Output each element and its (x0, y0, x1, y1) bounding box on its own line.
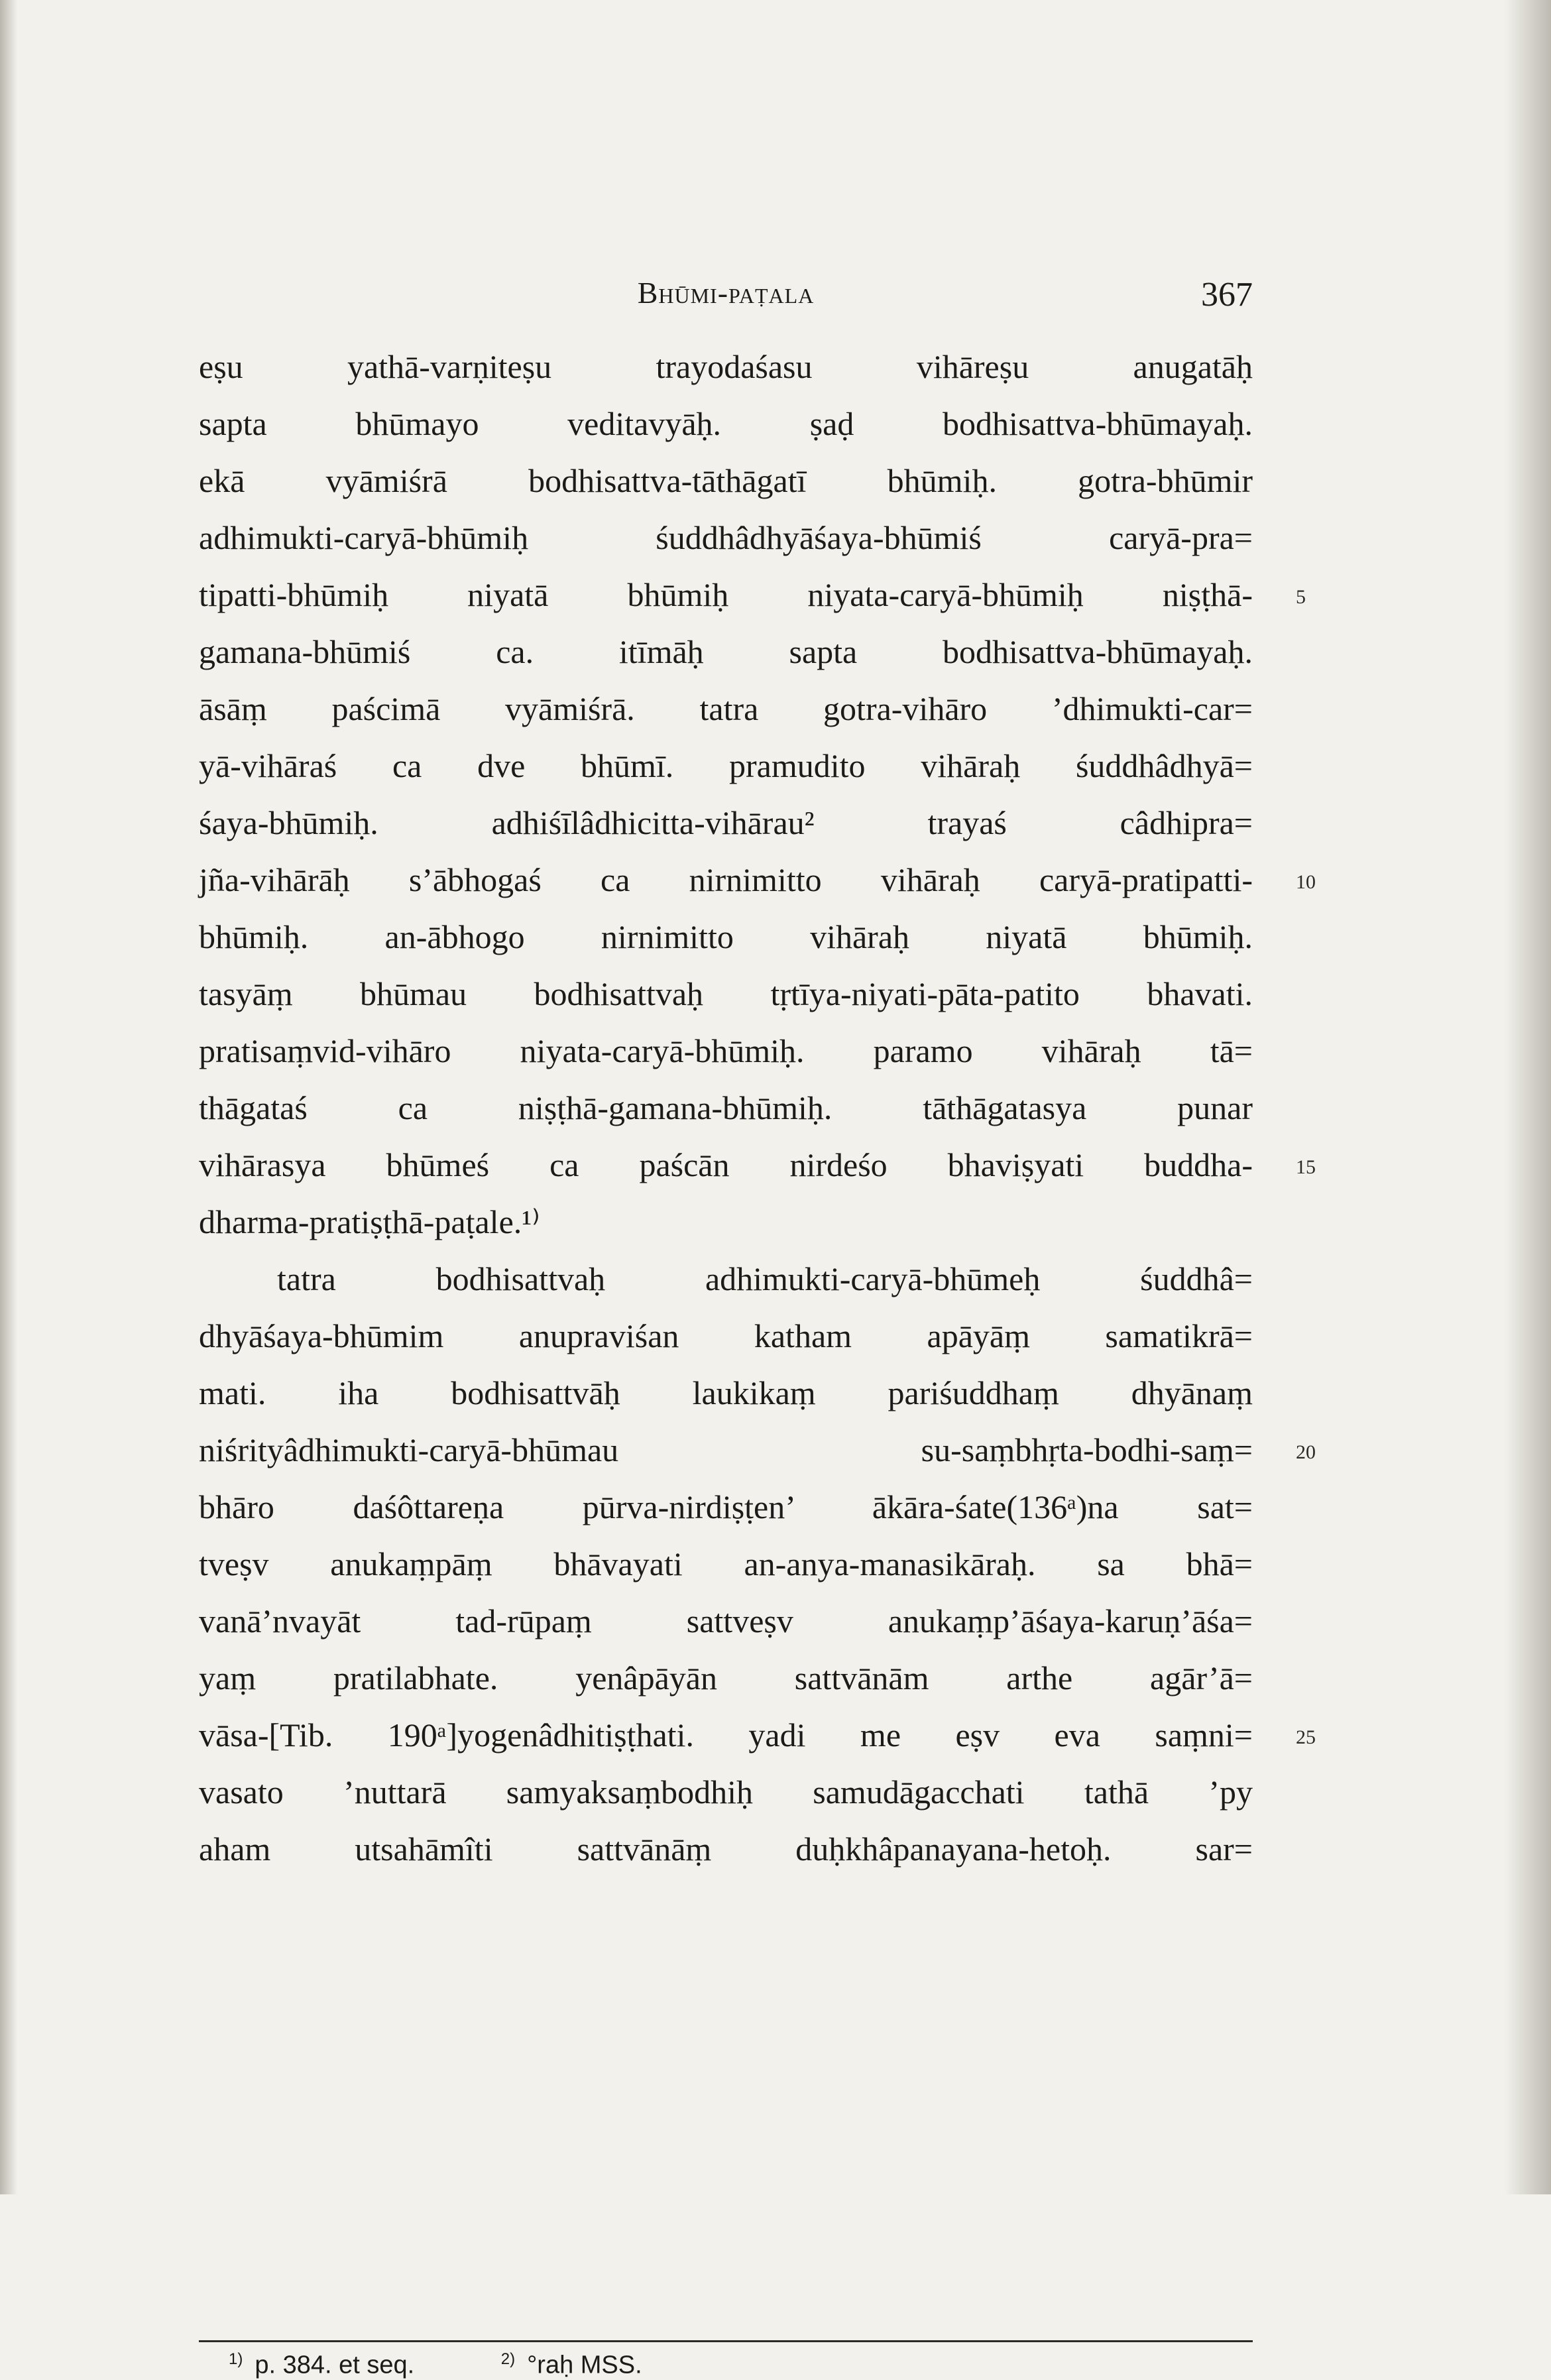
text-line: sapta bhūmayo veditavyāḥ. ṣaḍ bodhisattva-bhūmayaḥ. (199, 405, 1253, 442)
footnotes (229, 2350, 1223, 2380)
body-text (199, 338, 1316, 1877)
text-line: thāgataś ca niṣṭhā-gamana-bhūmiḥ. tāthāgatasya punar (199, 1089, 1253, 1126)
text-line: bhūmiḥ. an-ābhogo nirnimitto vihāraḥ niyatā bhūmiḥ. (199, 918, 1253, 955)
text-line: dhyāśaya-bhūmim anupraviśan katham apāyāṃ samatikrā= (199, 1317, 1253, 1354)
footnote-1: $^{1)}$ p. 384. et seq. (229, 2350, 415, 2379)
page-header (199, 275, 1253, 322)
line-number-marker: 5 (1296, 586, 1306, 608)
text-line: adhimukti-caryā-bhūmiḥ śuddhâdhyāśaya-bhūmiś caryā-pra= (199, 519, 1253, 556)
text-line: yā-vihāraś ca dve bhūmī. pramudito vihāraḥ śuddhâdhyā= (199, 747, 1253, 784)
text-line: pratisaṃvid-vihāro niyata-caryā-bhūmiḥ. paramo vihāraḥ tā= (199, 1032, 1253, 1069)
line-number-marker: 20 (1296, 1441, 1316, 1463)
line-number-marker: 10 (1296, 871, 1316, 893)
text-line: mati. iha bodhisattvāḥ laukikaṃ pariśuddhaṃ dhyānaṃ (199, 1374, 1253, 1411)
scan-edge-left (0, 0, 17, 2194)
text-line: āsāṃ paścimā vyāmiśrā. tatra gotra-vihāro ’dhimukti-car= (199, 690, 1253, 727)
text-line: vihārasya bhūmeś ca paścān nirdeśo bhaviṣyati buddha- 15 (199, 1136, 1253, 1193)
text-line: tveṣv anukaṃpāṃ bhāvayati an-anya-manasikāraḥ. sa bhā= (199, 1545, 1253, 1582)
text-line: eṣu yathā-varṇiteṣu trayodaśasu vihāreṣu anugatāḥ (199, 348, 1253, 385)
page-number: 367 (1201, 276, 1253, 314)
text-line: jña-vihārāḥ s’ābhogaś ca nirnimitto vihāraḥ caryā-pratipatti- 10 (199, 851, 1253, 908)
footnote-divider (199, 2340, 1253, 2342)
text-line: niśrityâdhimukti-caryā-bhūmau su-saṃbhṛta-bodhi-saṃ= 20 (199, 1421, 1253, 1478)
text-line: tatra bodhisattvaḥ adhimukti-caryā-bhūmeḥ śuddhâ= (277, 1260, 1253, 1297)
text-line: ekā vyāmiśrā bodhisattva-tāthāgatī bhūmiḥ. gotra-bhūmir (199, 462, 1253, 499)
line-number-marker: 25 (1296, 1726, 1316, 1748)
footnote-2: $^{2)}$ °raḥ MSS. (500, 2350, 642, 2379)
text-line: gamana-bhūmiś ca. itīmāḥ sapta bodhisattva-bhūmayaḥ. (199, 633, 1253, 670)
text-line: vāsa-[Tib. 190ᵃ]yogenâdhitiṣṭhati. yadi me eṣv eva saṃni= 25 (199, 1706, 1253, 1763)
text-line: vasato ’nuttarā samyaksaṃbodhiḥ samudāgacchati tathā ’py (199, 1773, 1253, 1811)
text-line: bhāro daśôttareṇa pūrva-nirdiṣṭen’ ākāra-śate(136ᵃ)na sat= (199, 1488, 1253, 1525)
text-line: tasyāṃ bhūmau bodhisattvaḥ tṛtīya-niyati-pāta-patito bhavati. (199, 975, 1253, 1012)
line-number-marker: 15 (1296, 1156, 1316, 1178)
running-title: Bhūmi-paṭala (637, 276, 815, 310)
text-line: vanā’nvayāt tad-rūpaṃ sattveṣv anukaṃp’āśaya-karuṇ’āśa= (199, 1602, 1253, 1639)
text-line: tipatti-bhūmiḥ niyatā bhūmiḥ niyata-caryā-bhūmiḥ niṣṭhā- 5 (199, 566, 1253, 623)
text-line: aham utsahāmîti sattvānāṃ duḥkhâpanayana-hetoḥ. sar= (199, 1830, 1253, 1868)
text-line: śaya-bhūmiḥ. adhiśīlâdhicitta-vihārau² trayaś câdhipra= (199, 804, 1253, 841)
text-line: dharma-pratiṣṭhā-paṭale.¹⁾ (199, 1203, 540, 1240)
text-line: yaṃ pratilabhate. yenâpāyān sattvānām arthe agār’ā= (199, 1659, 1253, 1696)
scan-edge-right (1505, 0, 1551, 2194)
